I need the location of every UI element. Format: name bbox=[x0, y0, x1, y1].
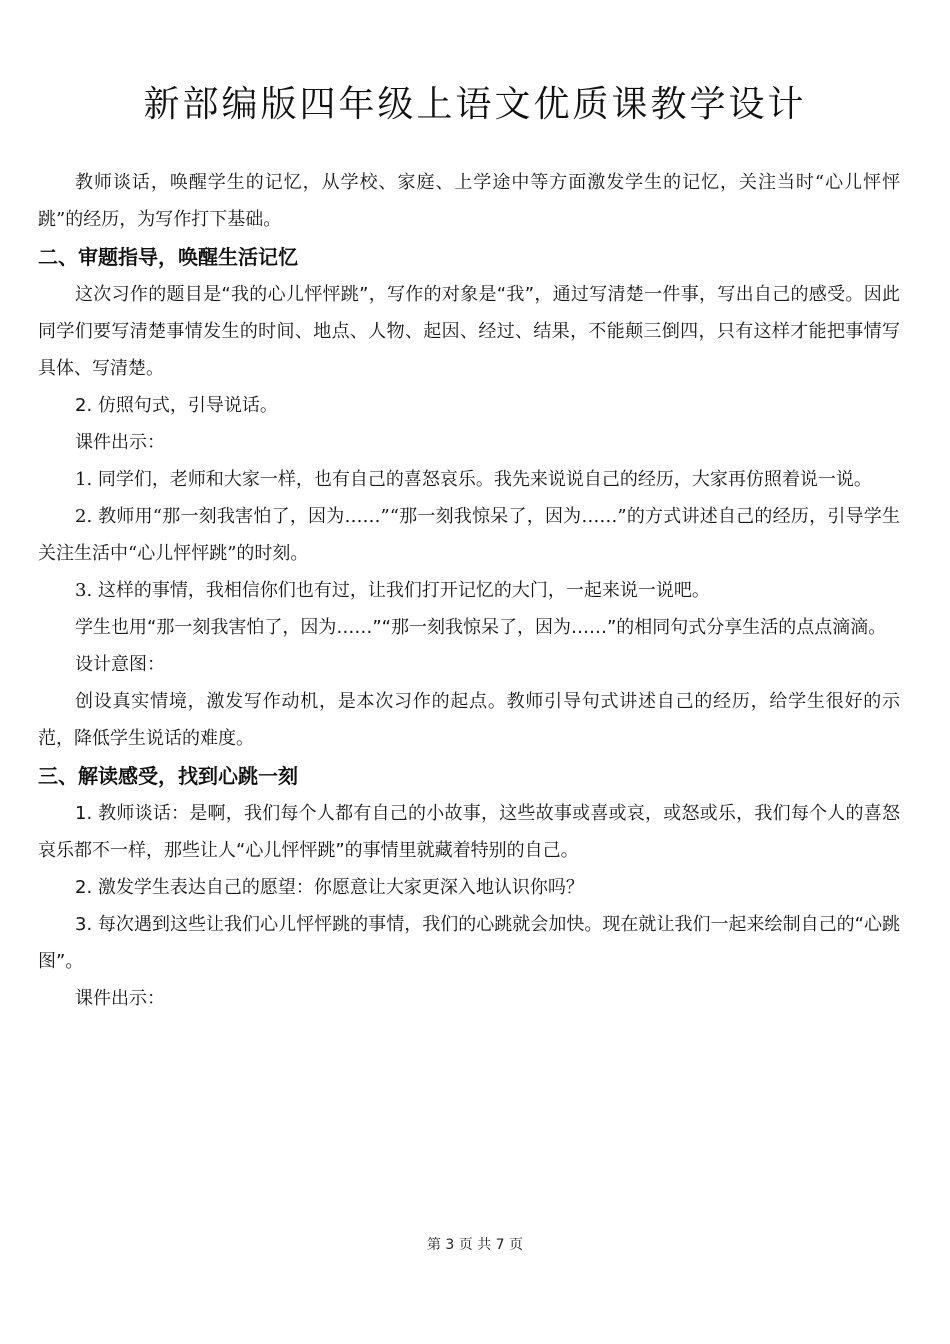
paragraph: 设计意图： bbox=[75, 654, 165, 675]
paragraph: 2. 教师用“那一刻我害怕了，因为……”“那一刻我惊呆了，因为……”的方式讲述自己的经历，引导学生关注生活中“心儿怦怦跳”的时刻。 bbox=[38, 506, 900, 564]
paragraph: 2. 激发学生表达自己的愿望：你愿意让大家更深入地认识你吗？ bbox=[75, 877, 584, 898]
page-title: 新部编版四年级上语文优质课教学设计 bbox=[143, 84, 807, 126]
paragraph: 学生也用“那一刻我害怕了，因为……”“那一刻我惊呆了，因为……”的相同句式分享生活的点点滴滴。 bbox=[75, 617, 887, 638]
paragraph: 课件出示： bbox=[75, 432, 165, 453]
page-number: 第 3 页 共 7 页 bbox=[426, 1237, 524, 1253]
paragraph: 3. 每次遇到这些让我们心儿怦怦跳的事情，我们的心跳就会加快。现在就让我们一起来绘制自己的“心跳图”。 bbox=[38, 914, 900, 972]
paragraph: 教师谈话，唤醒学生的记忆，从学校、家庭、上学途中等方面激发学生的记忆，关注当时“心儿怦怦跳”的经历，为写作打下基础。 bbox=[38, 172, 900, 230]
paragraph: 创设真实情境，激发写作动机，是本次习作的起点。教师引导句式讲述自己的经历，给学生很好的示范，降低学生说话的难度。 bbox=[38, 691, 900, 749]
section-heading: 三、解读感受，找到心跳一刻 bbox=[38, 764, 298, 788]
paragraph: 3. 这样的事情，我相信你们也有过，让我们打开记忆的大门，一起来说一说吧。 bbox=[75, 580, 710, 601]
document-body bbox=[38, 164, 900, 1017]
paragraph: 1. 同学们，老师和大家一样，也有自己的喜怒哀乐。我先来说说自己的经历，大家再仿照着说一说。 bbox=[75, 469, 872, 490]
section-heading: 二、审题指导，唤醒生活记忆 bbox=[38, 245, 298, 269]
paragraph: 这次习作的题目是“我的心儿怦怦跳”，写作的对象是“我”，通过写清楚一件事，写出自己的感受。因此同学们要写清楚事情发生的时间、地点、人物、起因、经过、结果，不能颠三倒四，只有这样才能把事情写具体、写清楚。 bbox=[38, 284, 900, 379]
paragraph: 课件出示： bbox=[75, 988, 165, 1009]
paragraph: 2. 仿照句式，引导说话。 bbox=[75, 395, 278, 416]
paragraph: 1. 教师谈话：是啊，我们每个人都有自己的小故事，这些故事或喜或哀，或怒或乐，我们每个人的喜怒哀乐都不一样，那些让人“心儿怦怦跳”的事情里就藏着特别的自己。 bbox=[38, 803, 900, 861]
